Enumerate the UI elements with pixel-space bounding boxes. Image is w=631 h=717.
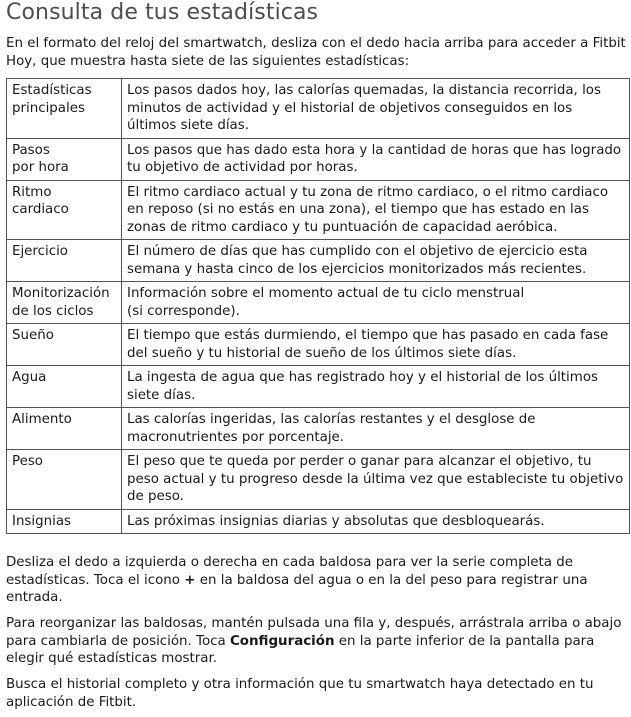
intro-paragraph: En el formato del reloj del smartwatch, desliza con el dedo hacia arriba para acceder a Fitbit Hoy, que muestra hasta siete de las siguientes estadísticas: [6,36,626,69]
table-row [7,408,630,450]
stat-name-line: por hora [12,160,69,175]
table-row [7,509,630,534]
table-row [7,180,630,240]
stat-description-cell: Los pasos que has dado esta hora y la cantidad de horas que has logrado tu objetivo de actividad por horas. [122,138,630,180]
stat-description-cell: La ingesta de agua que has registrado hoy y el historial de los últimos siete días. [122,366,630,408]
stat-description-cell: Los pasos dados hoy, las calorías quemadas, la distancia recorrida, los minutos de actividad y el historial de objetivos conseguidos en los últimos siete días. [122,79,630,139]
stat-name-line: Pasos [12,142,50,158]
page-title: Consulta de tus estadísticas [6,0,319,25]
stat-name-cell [7,282,122,324]
stat-name-cell [7,138,122,180]
stat-name-cell: Insignias [7,509,122,534]
table-row [7,79,630,139]
table-row [7,138,630,180]
stat-name-cell: Sueño [7,324,122,366]
stat-name-cell: Agua [7,366,122,408]
stat-description-cell: El ritmo cardiaco actual y tu zona de ritmo cardiaco, o el ritmo cardiaco en reposo (si no estás en una zona), el tiempo que has estado en las zonas de ritmo cardiaco y tu puntuación de capacidad aeróbica. [122,180,630,240]
stat-name-line: Ritmo [12,184,52,200]
stat-name-cell [7,79,122,139]
stat-name-line: de los ciclos [12,303,94,319]
table-row [7,240,630,282]
stat-name-line: Monitorización [12,286,110,301]
plus-icon: + [184,572,196,588]
paragraph-text: Desliza el dedo a izquierda o derecha en cada baldosa para ver la serie completa de estadísticas. Toca el icono [6,555,573,588]
stat-name-line: Estadísticas [12,83,92,98]
swipe-instructions-paragraph [6,554,626,607]
stat-description-cell: El número de días que has cumplido con el objetivo de ejercicio esta semana y hasta cinco de los ejercicios monitorizados más recientes. [122,240,630,282]
stat-description-cell: El tiempo que estás durmiendo, el tiempo que has pasado en cada fase del sueño y tu historial de sueño de los últimos siete días. [122,324,630,366]
table-row [7,324,630,366]
paragraph-text: Para reorganizar las baldosas, mantén pulsada una fila y, después, arrástrala arriba o abajo para cambiarla de posición. Toca [6,616,622,649]
stat-name-cell: Peso [7,450,122,510]
settings-term: Configuración [229,633,335,649]
paragraph-text: en la parte inferior de la pantalla para elegir qué estadísticas mostrar. [6,633,595,666]
stat-name-cell [7,180,122,240]
paragraph-text: en la baldosa del agua o en la del peso para registrar una entrada. [6,572,588,605]
stat-description-line: (si corresponde). [127,303,240,319]
stat-description-cell: El peso que te queda por perder o ganar para alcanzar el objetivo, tu peso actual y tu progreso desde la última vez que estableciste tu objetivo de peso. [122,450,630,510]
table-row [7,450,630,510]
stat-name-cell: Ejercicio [7,240,122,282]
table-row [7,366,630,408]
stat-name-cell: Alimento [7,408,122,450]
stat-description-line: Información sobre el momento actual de tu ciclo menstrual [127,286,525,301]
stat-description-cell: Las próximas insignias diarias y absolutas que desbloquearás. [122,509,630,534]
stat-name-line: principales [12,100,85,116]
table-row [7,282,630,324]
history-paragraph: Busca el historial completo y otra información que tu smartwatch haya detectado en tu aplicación de Fitbit. [6,677,594,710]
stat-name-line: cardiaco [12,202,69,217]
stat-description-cell [122,282,630,324]
stats-table [6,78,630,534]
stat-description-cell: Las calorías ingeridas, las calorías restantes y el desglose de macronutrientes por porcentaje. [122,408,630,450]
reorder-instructions-paragraph [6,615,626,668]
